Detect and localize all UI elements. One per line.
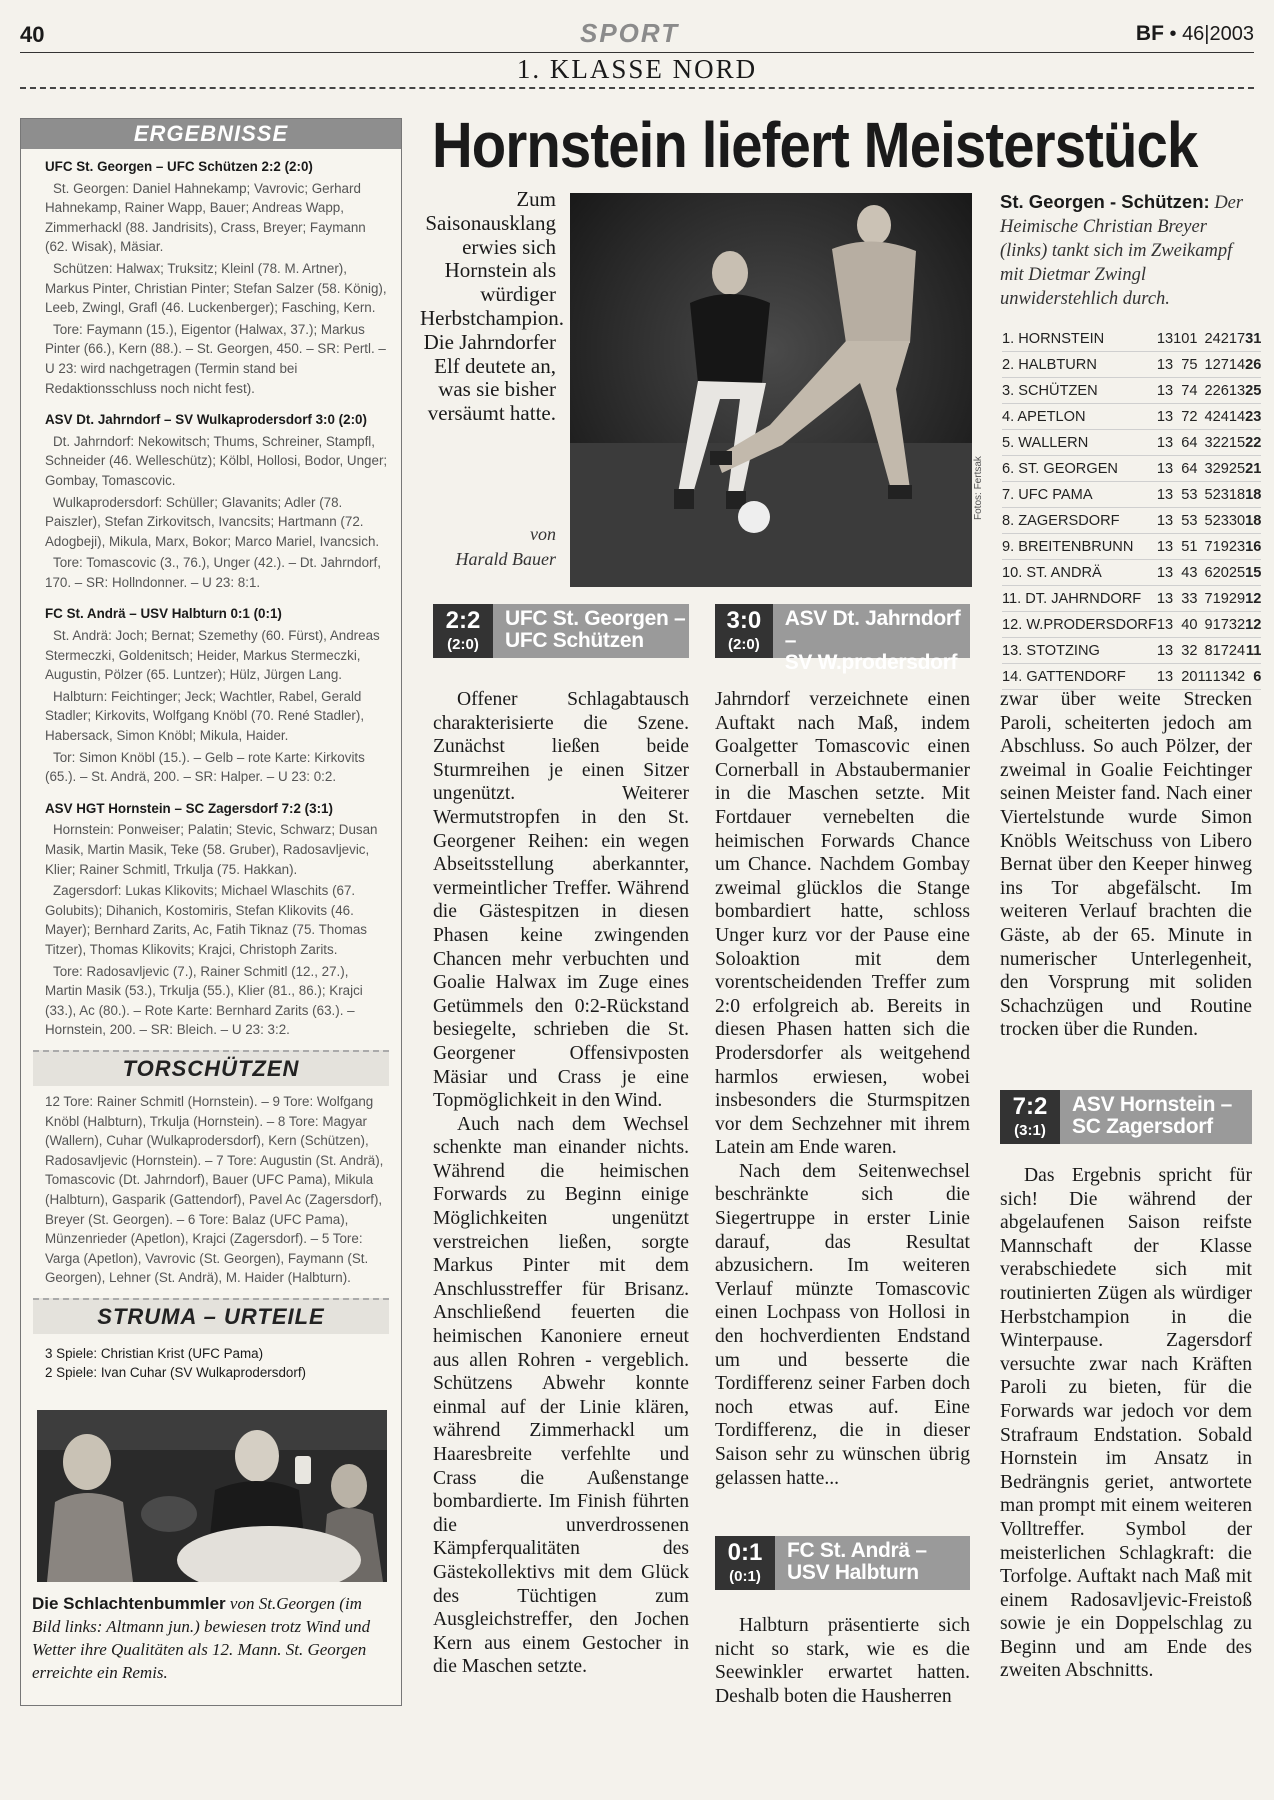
team-stat: 1 — [1189, 326, 1197, 352]
team-stat: 2 — [1189, 404, 1197, 430]
team-stat: 5 — [1173, 482, 1189, 508]
team-stat: 7 — [1197, 534, 1212, 560]
team-stat: 2 — [1173, 664, 1189, 690]
byline-label: von — [530, 524, 556, 544]
team-stat: 13 — [1157, 378, 1173, 404]
article-column-2 — [715, 688, 970, 1490]
article-column-1 — [433, 688, 689, 1679]
team-stat: 13 — [1157, 612, 1173, 638]
kicker: Zum Saisonausklang erwies sich Hornstein als würdiger Herbstchampion. Die Jahrndorfer Elf deutete an, was sie bisher versäumt hatte. — [420, 187, 565, 426]
team-stat: 4 — [1197, 404, 1212, 430]
result-detail: St. Andrä: Joch; Bernat; Szemethy (60. Fürst), Andreas Stermeczki, Goldenitsch; Heider, Markus Stermeczki, Augustin, Pölzer (65. Luntzer); Hülz, Jürgen Lang. — [45, 628, 380, 683]
team-stat: 15 — [1229, 430, 1245, 456]
section-title: SPORT — [580, 18, 680, 48]
team-stat: 2 — [1197, 378, 1212, 404]
team-stat: 5 — [1173, 534, 1189, 560]
article-column-2b — [715, 1614, 970, 1708]
issue-separator: • — [1169, 23, 1177, 45]
team-stat: 6 — [1173, 430, 1189, 456]
team-name: 1. HORNSTEIN — [1002, 326, 1157, 352]
team-stat: 25 — [1229, 560, 1245, 586]
team-points: 21 — [1245, 456, 1261, 482]
team-name: 2. HALBTURN — [1002, 352, 1157, 378]
score-box — [715, 604, 970, 674]
team-stat: 13 — [1157, 404, 1173, 430]
team-stat: 9 — [1197, 612, 1212, 638]
match-caption-lead: St. Georgen - Schützen: — [1000, 191, 1210, 212]
standings-row — [1002, 430, 1261, 456]
team-stat: 3 — [1197, 430, 1212, 456]
match-caption-text: Der Heimische Christian Breyer (links) tankt sich im Zweikampf mit Dietmar Zwingl unwiderstehlich durch. — [1000, 193, 1244, 309]
issue-info — [1136, 22, 1254, 46]
team-points: 18 — [1245, 482, 1261, 508]
team-stat: 2 — [1197, 326, 1212, 352]
team-points: 12 — [1245, 612, 1261, 638]
team-name: 7. UFC PAMA — [1002, 482, 1157, 508]
team-stat: 13 — [1157, 664, 1173, 690]
league-title: 1. KLASSE NORD — [516, 54, 758, 84]
paragraph: Nach dem Seitenwechsel beschränkte sich die Siegertruppe in erster Linie darauf, das Resultat abzusichern. Im weiteren Verlauf münzte Tomascovic einen Lochpass von Hollosi in den hochverdienten Endstand um und besserte die Tordifferenz seiner Farben doch noch etwas auf. Eine Tordifferenz, die in dieser Saison sehr zu wünschen übrig gelassen hatte... — [715, 1160, 970, 1489]
team-stat: 4 — [1173, 612, 1189, 638]
header-rule — [20, 52, 1254, 53]
team-stat: 3 — [1189, 482, 1197, 508]
results-list — [21, 149, 401, 1040]
team-points: 26 — [1245, 352, 1261, 378]
result-detail: Tor: Simon Knöbl (15.). – Gelb – rote Karte: Kirkovits (65.). – St. Andrä, 200. – SR: Halper. – U 23: 0:2. — [45, 749, 365, 785]
team-name: 10. ST. ANDRÄ — [1002, 560, 1157, 586]
team-stat: 17 — [1213, 612, 1229, 638]
standings-row — [1002, 482, 1261, 508]
team-stat: 13 — [1157, 326, 1173, 352]
team-points: 31 — [1245, 326, 1261, 352]
score-box — [715, 1536, 970, 1590]
team-stat: 18 — [1229, 482, 1245, 508]
team-stat: 13 — [1157, 508, 1173, 534]
team-stat: 5 — [1197, 508, 1212, 534]
result-detail: Tore: Tomascovic (3., 76.), Unger (42.). – Dt. Jahrndorf, 170. – SR: Hollndonner. – U 23: 8:1. — [45, 555, 381, 590]
team-name: 8. ZAGERSDORF — [1002, 508, 1157, 534]
team-name: 14. GATTENDORF — [1002, 664, 1157, 690]
team-stat: 11 — [1197, 664, 1212, 690]
team-points: 6 — [1245, 664, 1261, 690]
team-stat: 8 — [1197, 638, 1212, 664]
team-stat: 14 — [1229, 404, 1245, 430]
struma-heading: STRUMA – URTEILE — [33, 1298, 389, 1334]
team-stat: 19 — [1213, 586, 1229, 612]
standings-row — [1002, 352, 1261, 378]
result-detail: Zagersdorf: Lukas Klikovits; Michael Wlaschits (67. Golubits); Dihanich, Kostomiris, Stefan Klikovits (46. Mayer); Bernhard Zarits, Ac, Fatih Tiknaz (75. Thomas Titzer), Thomas Klikovits; Krajci, Christoph Zarits. — [45, 883, 367, 957]
result-title: FC St. Andrä – USV Halbturn 0:1 (0:1) — [45, 606, 282, 622]
team-stat: 3 — [1189, 586, 1197, 612]
standings-row — [1002, 456, 1261, 482]
team-stat: 13 — [1157, 560, 1173, 586]
team-name: 5. WALLERN — [1002, 430, 1157, 456]
team-name: 6. ST. GEORGEN — [1002, 456, 1157, 482]
team-stat: 13 — [1213, 664, 1229, 690]
header-dashed-rule — [20, 87, 1254, 89]
team-stat: 4 — [1189, 430, 1197, 456]
team-stat: 42 — [1213, 326, 1229, 352]
paragraph: Das Ergebnis spricht für sich! Die während der abgelaufenen Saison reifste Mannschaft der Klasse verabschiedete sich mit routinierten Zügen als würdiger Herbstchampion in die Winterpause. Zagersdorf versuchte zwar nach Kräften Paroli zu bieten, für die Forwards war jedoch vor dem Strafraum Endstation. Sobald Hornstein im Ansatz in Bedrängnis geriet, antwortete man prompt mit einem weiteren Volltreffer. Symbol der meisterlichen Schlagkraft: die Torfolge. Auftakt nach Maß mit einem Radosavljevic-Freistoß sowie je ein Doppelschlag zu Beginn und am Ende des zweiten Abschnitts. — [1000, 1165, 1252, 1682]
team-name: 3. SCHÜTZEN — [1002, 378, 1157, 404]
paragraph: Jahrndorf verzeichnete einen Auftakt nach Maß, indem Goalgetter Tomascovic einen Cornerball in Abstaubermanier in die Maschen setzte. Mit Fortdauer vernebelten die heimischen Forwards Chance um Chance. Nachdem Gombay zweimal glücklos die Stange bombardiert hatte, schloss Unger kurz vor der Pause eine Soloaktion mit dem vorentscheidenden Treffer zum 2:0 erfolgreich ab. Bereits in diesen Phasen hatten sich die Prodersdorfer als weitgehend harmlos erwiesen, wobei insbesonders die Sturmspitzen vor dem Sechzehner mit ihrem Latein am Ende waren. — [715, 689, 970, 1159]
standings-row — [1002, 534, 1261, 560]
score-teams: ASV Dt. Jahrndorf – SV W.prodersdorf — [784, 607, 961, 674]
team-stat: 0 — [1189, 664, 1197, 690]
team-stat: 26 — [1213, 378, 1229, 404]
team-stat: 6 — [1197, 560, 1212, 586]
result-detail: Hornstein: Ponweiser; Palatin; Stevic, Schwarz; Dusan Masik, Martin Masik, Teke (58. Gruber), Radosavljevic, Klier; Rainer Schmitl, Trkulja (75. Hakkan). — [45, 822, 378, 877]
standings-row — [1002, 612, 1261, 638]
score-teams: ASV Hornstein – SC Zagersdorf — [1072, 1093, 1233, 1138]
team-points: 25 — [1245, 378, 1261, 404]
standings-row — [1002, 378, 1261, 404]
team-stat: 13 — [1157, 638, 1173, 664]
match-photo-image — [570, 193, 972, 587]
issue-number: 46|2003 — [1182, 23, 1254, 45]
team-stat: 19 — [1213, 534, 1229, 560]
result-detail: Tore: Faymann (15.), Eigentor (Halwax, 37.); Markus Pinter (66.), Kern (88.). – St. Georgen, 450. – SR: Pertl. – U 23: wird nachgetragen (Termin stand bei Redaktionsschluss noch nicht fest). — [45, 321, 386, 396]
team-stat: 13 — [1157, 482, 1173, 508]
page-number: 40 — [20, 22, 45, 47]
team-stat: 13 — [1157, 430, 1173, 456]
team-stat: 30 — [1229, 508, 1245, 534]
standings-row — [1002, 586, 1261, 612]
team-stat: 14 — [1229, 352, 1245, 378]
standings-table — [1002, 326, 1261, 690]
struma-line: 3 Spiele: Christian Krist (UFC Pama) — [45, 1345, 264, 1361]
team-stat: 24 — [1213, 404, 1229, 430]
result-detail: Tore: Radosavljevic (7.), Rainer Schmitl (12., 27.), Martin Masik (53.), Trkulja (55.), Klier (81., 86.); Krajci (33.), Ac (80.). – Rote Karte: Bernhard Zarits (63.). – Hornstein, 200. – SR: Bleich. – U 23: 3:2. — [45, 963, 363, 1038]
byline-author: Harald Bauer — [455, 549, 556, 569]
results-heading: ERGEBNISSE — [21, 119, 401, 149]
result-title: ASV Dt. Jahrndorf – SV Wulkaprodersdorf 3:0 (2:0) — [45, 412, 367, 428]
team-stat: 4 — [1189, 456, 1197, 482]
team-stat: 22 — [1213, 430, 1229, 456]
team-stat: 42 — [1229, 664, 1245, 690]
standings-row — [1002, 404, 1261, 430]
struma-line: 2 Spiele: Ivan Cuhar (SV Wulkaprodersdorf) — [45, 1365, 306, 1381]
team-stat: 13 — [1157, 352, 1173, 378]
team-stat: 7 — [1173, 352, 1189, 378]
team-stat: 5 — [1197, 482, 1212, 508]
team-stat: 6 — [1173, 456, 1189, 482]
score-number: 0:1 (0:1) — [715, 1536, 775, 1590]
paragraph: zwar über weite Strecken Paroli, scheiterten jedoch am Abschluss. So auch Pölzer, der zweimal in Goalie Feichtinger seinen Meister fand. Nach einer Viertelstunde wurde Simon Knöbls Weitschuss von Libero Bernat über den Keeper hinweg ins Tor abgefälscht. Im weiteren Verlauf brachten die Gäste, ab der 65. Minute in numerischer Unterlegenheit, den Vorsprung mit soliden Schachzügen und Routine trocken über die Runden. — [1000, 689, 1252, 1041]
team-stat: 23 — [1213, 508, 1229, 534]
crowd-photo-image — [37, 1410, 387, 1582]
score-number: 2:2 (2:0) — [433, 604, 493, 658]
team-stat: 27 — [1213, 352, 1229, 378]
team-stat: 10 — [1173, 326, 1189, 352]
team-stat: 23 — [1213, 482, 1229, 508]
team-stat: 1 — [1189, 534, 1197, 560]
paragraph: Offener Schlagabtausch charakterisierte die Szene. Zunächst ließen beide Sturmreihen je einen Sitzer ungenützt. Weiterer Wermutstropfen in den St. Georgener Reihen: ein wegen Abseitsstellung aberkannter, vermeintlicher Treffer. Während die Gästespitzen in diesen Phasen keine zwingenden Chancen mehr verbuchten und Goalie Halwax im Zuge eines Getümmels den 0:2-Rückstand besiegelte, schrieben die St. Georgener Offensivposten Mäsiar und Crass je eine Topmöglichkeit in den Wind. — [433, 689, 689, 1112]
team-stat: 3 — [1173, 586, 1189, 612]
result-detail: Schützen: Halwax; Truksitz; Kleinl (78. M. Artner), Markus Pinter, Christian Pinter; Stefan Salzer (58. König), Leeb, Zwingl, Grafl (46. Luckenberger); Fasching, Kern. — [45, 260, 387, 316]
team-stat: 17 — [1213, 638, 1229, 664]
team-stat: 3 — [1173, 638, 1189, 664]
team-stat: 13 — [1157, 456, 1173, 482]
team-name: 11. DT. JAHRNDORF — [1002, 586, 1157, 612]
photo-credit: Fotos: Fertsak — [973, 456, 984, 520]
team-points: 18 — [1245, 508, 1261, 534]
result-detail: Wulkaprodersdorf: Schüller; Glavanits; Adler (78. Paiszler), Stefan Zirkovitsch, Ivancsits; Hartmann (72. Adogbeji), Mikula, Marx, Bokor; Marco Mariel, Ivancsich. — [45, 494, 380, 549]
headline: Hornstein liefert Meisterstück — [432, 109, 1198, 181]
article-column-3b — [1000, 1164, 1252, 1683]
team-stat: 29 — [1229, 586, 1245, 612]
score-number: 3:0 (2:0) — [715, 604, 773, 658]
team-stat: 2 — [1189, 638, 1197, 664]
team-stat: 13 — [1157, 586, 1173, 612]
struma-block — [21, 1334, 401, 1383]
standings-row — [1002, 664, 1261, 690]
scorers-block — [21, 1086, 401, 1288]
team-stat: 13 — [1157, 534, 1173, 560]
team-stat: 0 — [1189, 612, 1197, 638]
match-photo — [570, 193, 972, 587]
team-points: 12 — [1245, 586, 1261, 612]
byline — [420, 522, 556, 572]
score-box — [1000, 1090, 1252, 1144]
paragraph: Halbturn präsentierte sich nicht so stark, wie es die Seewinkler erwartet hatten. Deshalb boten die Hausherren — [715, 1615, 970, 1707]
score-number: 7:2 (3:1) — [1000, 1090, 1060, 1144]
score-box — [433, 604, 689, 658]
team-stat: 32 — [1229, 612, 1245, 638]
team-points: 16 — [1245, 534, 1261, 560]
standings-row — [1002, 560, 1261, 586]
team-stat: 13 — [1229, 378, 1245, 404]
standings-row — [1002, 326, 1261, 352]
result-detail: Dt. Jahrndorf: Nekowitsch; Thums, Schreiner, Stampfl, Schneider (46. Welleschütz); Kölbl, Hollosi, Bodor, Unger; Gombay, Tomascovic. — [45, 433, 388, 488]
team-stat: 7 — [1173, 378, 1189, 404]
result-title: ASV HGT Hornstein – SC Zagersdorf 7:2 (3:1) — [45, 800, 333, 816]
team-stat: 3 — [1197, 456, 1212, 482]
article-column-3 — [1000, 688, 1252, 1042]
issue-brand: BF — [1135, 22, 1164, 45]
team-stat: 7 — [1197, 586, 1212, 612]
team-stat: 24 — [1229, 638, 1245, 664]
team-name: 12. W.PRODERSDORF — [1002, 612, 1157, 638]
standings-row — [1002, 638, 1261, 664]
team-stat: 7 — [1173, 404, 1189, 430]
team-name: 9. BREITENBRUNN — [1002, 534, 1157, 560]
score-teams: FC St. Andrä – USV Halbturn — [787, 1539, 927, 1584]
team-stat: 5 — [1173, 508, 1189, 534]
team-stat: 1 — [1197, 352, 1212, 378]
team-name: 4. APETLON — [1002, 404, 1157, 430]
score-teams: UFC St. Georgen – UFC Schützen — [505, 607, 686, 652]
crowd-caption — [32, 1592, 392, 1684]
team-stat: 3 — [1189, 560, 1197, 586]
crowd-photo — [37, 1410, 387, 1582]
team-points: 22 — [1245, 430, 1261, 456]
crowd-caption-lead: Die Schlachtenbummler — [32, 1594, 226, 1613]
result-detail: St. Georgen: Daniel Hahnekamp; Vavrovic; Gerhard Hahnekamp, Rainer Wapp, Bauer; Andreas Wapp, Zimmerhackl (88. Jandrisits), Crass, Breyer; Faymann (62. Wisak), Mäsiar. — [45, 180, 366, 255]
team-points: 23 — [1245, 404, 1261, 430]
team-stat: 17 — [1229, 326, 1245, 352]
team-stat: 5 — [1189, 352, 1197, 378]
team-stat: 4 — [1173, 560, 1189, 586]
team-stat: 4 — [1189, 378, 1197, 404]
team-points: 11 — [1245, 638, 1261, 664]
team-stat: 20 — [1213, 560, 1229, 586]
scorers-text: 12 Tore: Rainer Schmitl (Hornstein). – 9 Tore: Wolfgang Knöbl (Halbturn), Trkulja (Hornstein). – 8 Tore: Magyar (Wallern), Cuhar (Wulkaprodersdorf), Kern (Schützen), Radosavljevic (Hornstein). – 7 Tore: Augustin (St. Andrä), Tomascovic (Dt. Jahrndorf), Bauer (UFC Pama), Mikula (Halbturn), Gasparik (Gattendorf), Pavel Ac (Zagersdorf), Breyer (St. Georgen). – 6 Tore: Balaz (UFC Pama), Münzenrieder (Apetlon), Krajci (Zagersdorf). – 5 Tore: Varga (Apetlon), Vavrovic (St. Georgen), Faymann (St. Georgen), Lehner (St. Andrä), M. Haider (Halbturn). — [45, 1093, 384, 1286]
team-stat: 25 — [1229, 456, 1245, 482]
scorers-heading: TORSCHÜTZEN — [33, 1050, 389, 1086]
team-stat: 29 — [1213, 456, 1229, 482]
team-stat: 3 — [1189, 508, 1197, 534]
match-photo-caption — [1000, 190, 1250, 311]
team-name: 13. STOTZING — [1002, 638, 1157, 664]
paragraph: Auch nach dem Wechsel schenkte man einander nichts. Während die heimischen Forwards zu Beginn einige Möglichkeiten ungenützt verstreichen ließen, sorgte Markus Pinter mit dem Anschlusstreffer für Brisanz. Anschließend feuerten die heimischen Kanoniere erneut aus allen Rohren - vergeblich. Schützens Abwehr konnte einmal auf der Linie klären, während Zimmerhackl um Haaresbreite verfehlte und Crass die Außenstange bombardierte. Im Finish führten die unverdrossenen Kämpferqualitäten des Gästekollektivs mit dem Glück des Tüchtigen zum Ausgleichstreffer, den Jochen Kern aus einem Gestocher in die Maschen setzte. — [433, 1113, 689, 1678]
team-stat: 23 — [1229, 534, 1245, 560]
team-points: 15 — [1245, 560, 1261, 586]
result-title: UFC St. Georgen – UFC Schützen 2:2 (2:0) — [45, 159, 313, 174]
crowd-caption-text: von St.Georgen (im Bild links: Altmann jun.) bewiesen trotz Wind und Wetter ihre Qualitäten als 12. Mann. St. Georgen erreichte ein Remis. — [32, 1594, 371, 1682]
standings-row — [1002, 508, 1261, 534]
result-detail: Halbturn: Feichtinger; Jeck; Wachtler, Rabel, Gerald Stadler; Kirkovits, Wolfgang Knöbl (70. René Stadler), Habersack, Simon Knöbl; Mikula, Haider. — [45, 688, 365, 744]
